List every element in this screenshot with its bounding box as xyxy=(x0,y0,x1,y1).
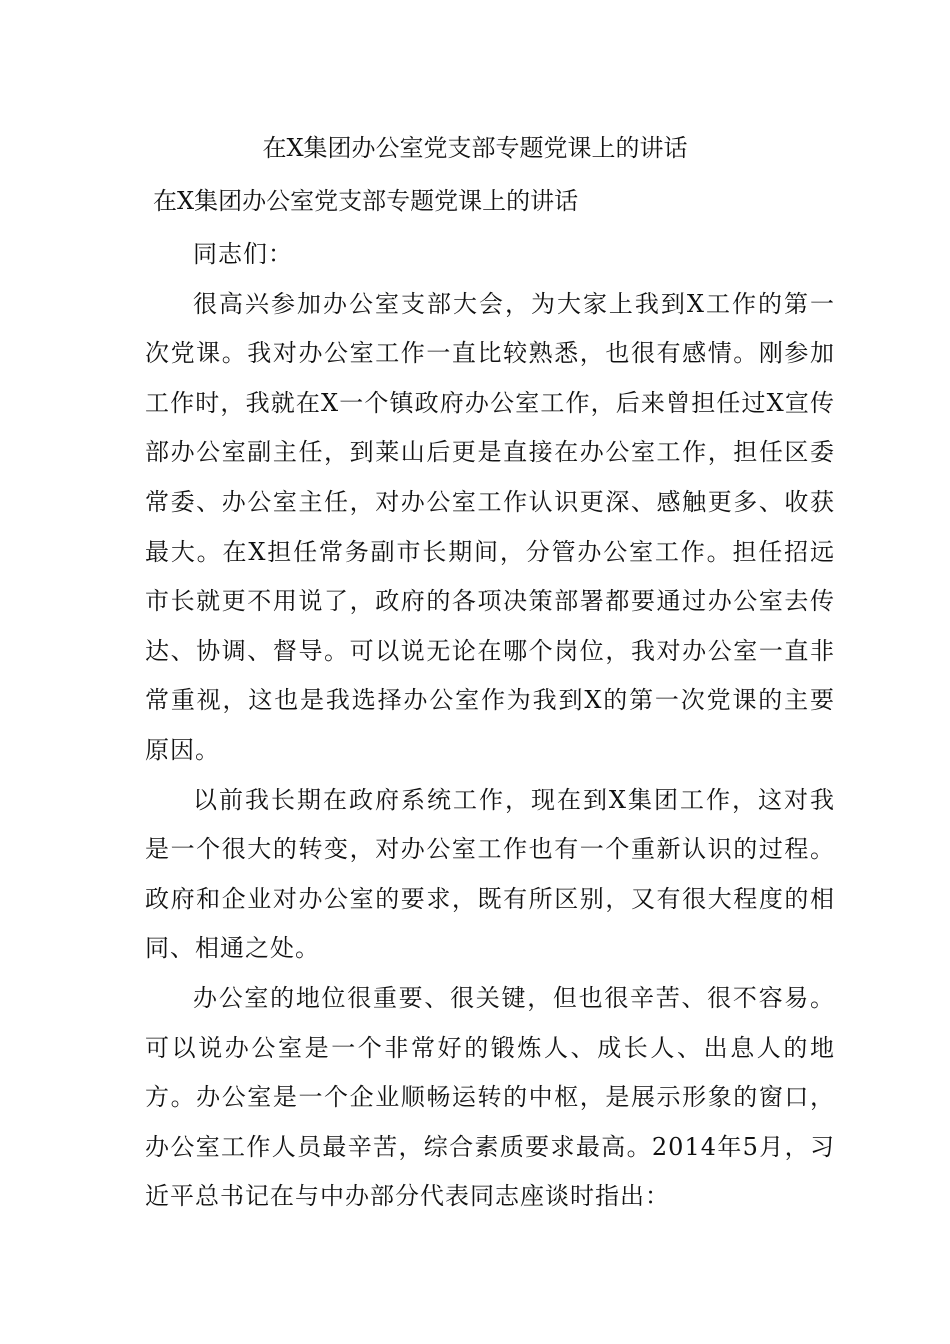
greeting: 同志们： xyxy=(193,240,293,268)
document-title: 在X集团办公室党支部专题党课上的讲话 xyxy=(262,134,688,162)
document-subtitle: 在X集团办公室党支部专题党课上的讲话 xyxy=(153,187,579,215)
paragraph: 以前我长期在政府系统工作，现在到X集团工作，这对我是一个很大的转变，对办公室工作也有一个重新认识的过程。政府和企业对办公室的要求，既有所区别，又有很大程度的相同、相通之处。 xyxy=(145,785,835,963)
paragraph: 很高兴参加办公室支部大会，为大家上我到X工作的第一次党课。我对办公室工作一直比较熟悉，也很有感情。刚参加工作时，我就在X一个镇政府办公室工作，后来曾担任过X宣传部办公室副主任，到莱山后更是直接在办公室工作，担任区委常委、办公室主任，对办公室工作认识更深、感触更多、收获最大。在X担任常务副市长期间，分管办公室工作。担任招远市长就更不用说了，政府的各项决策部署都要通过办公室去传达、协调、督导。可以说无论在哪个岗位，我对办公室一直非常重视，这也是我选择办公室作为我到X的第一次党课的主要原因。 xyxy=(145,289,835,764)
paragraph: 办公室的地位很重要、很关键，但也很辛苦、很不容易。可以说办公室是一个非常好的锻炼人、成长人、出息人的地方。办公室是一个企业顺畅运转的中枢，是展示形象的窗口，办公室工作人员最辛苦，综合素质要求最高。2014年5月，习近平总书记在与中办部分代表同志座谈时指出： xyxy=(145,983,835,1211)
document-body xyxy=(145,230,835,1222)
